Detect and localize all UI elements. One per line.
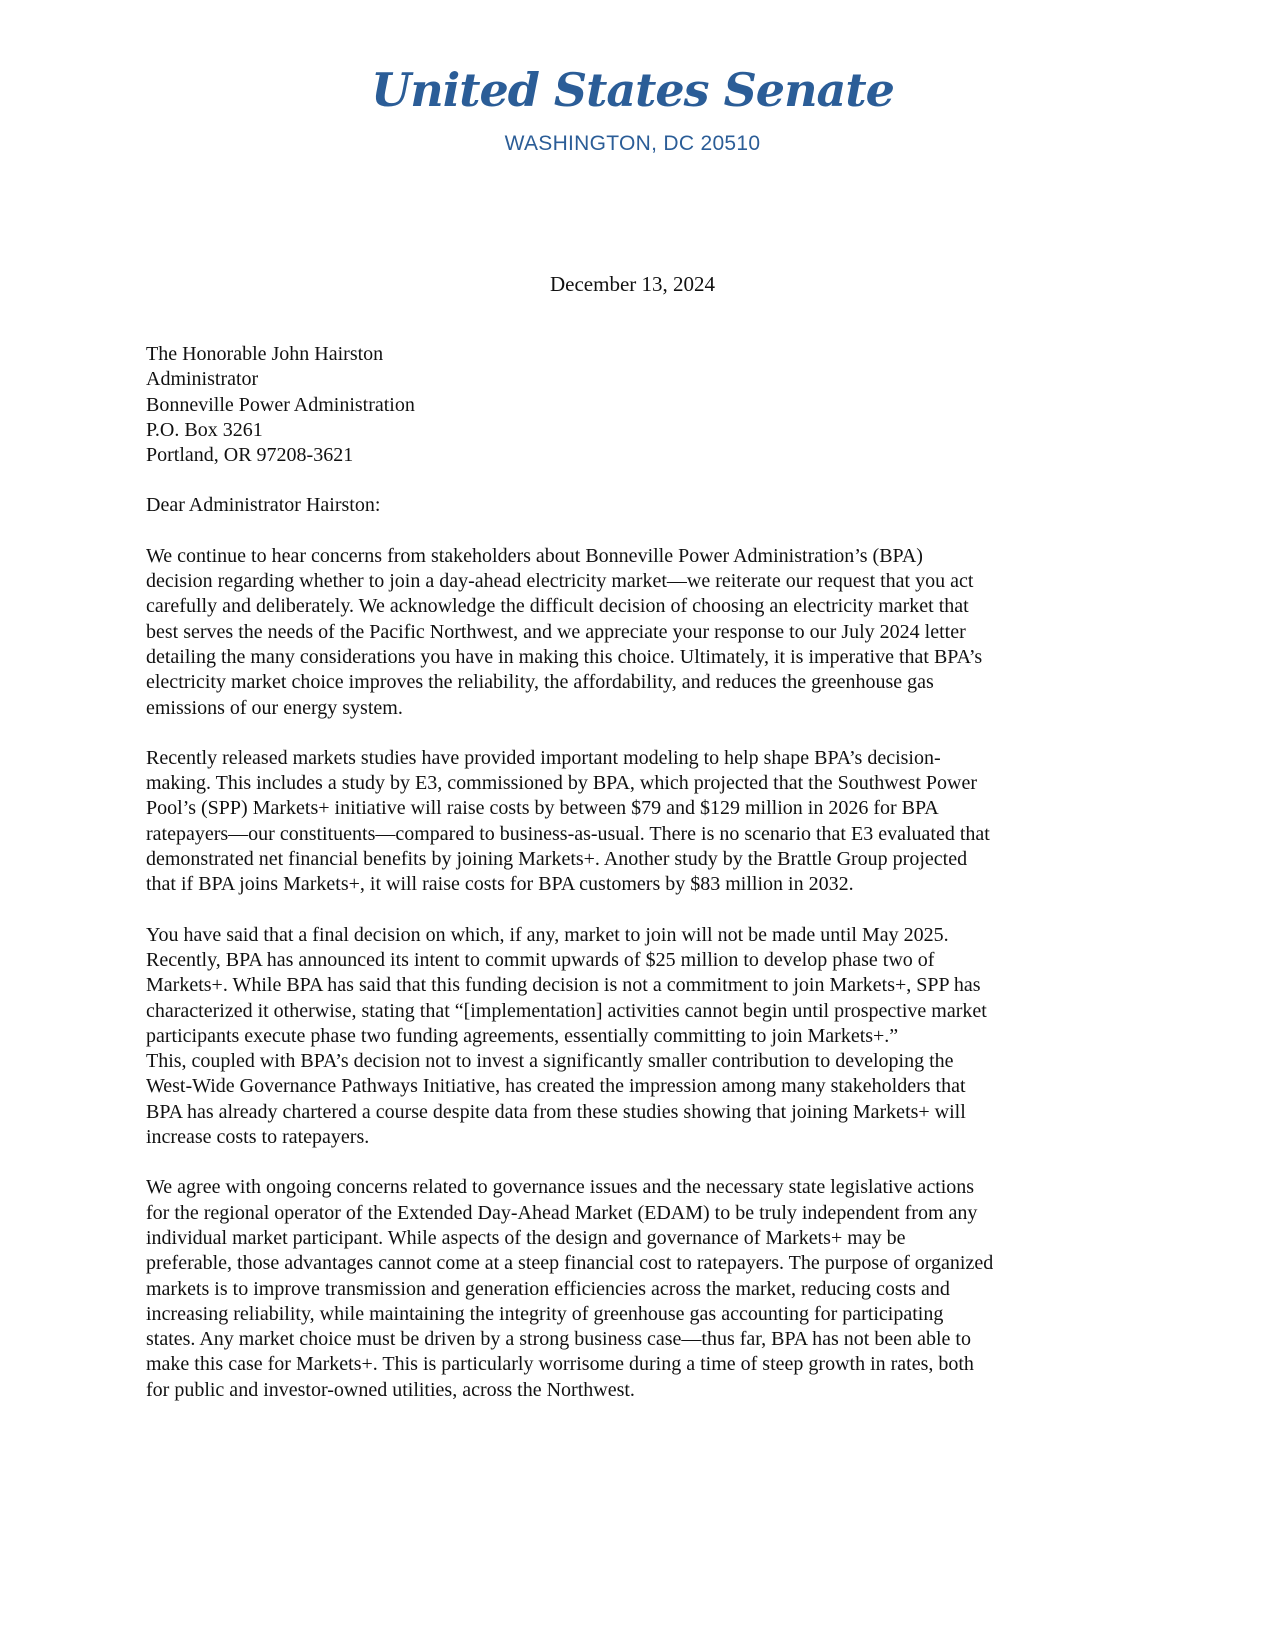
paragraph-line: decision regarding whether to join a day-ahead electricity market—we reiterate our request that you act <box>146 570 974 593</box>
paragraph-line: increase costs to ratepayers. <box>146 1126 370 1149</box>
paragraph-line: markets is to improve transmission and generation efficiencies across the market, reducing costs and <box>146 1277 950 1300</box>
body-paragraph <box>146 1175 1126 1403</box>
paragraph-line: ratepayers—our constituents—compared to business-as-usual. There is no scenario that E3 evaluated that <box>146 822 990 845</box>
paragraph-line: states. Any market choice must be driven by a strong business case—thus far, BPA has not been able to <box>146 1328 971 1351</box>
paragraphs <box>146 544 1126 1403</box>
paragraph-line: We continue to hear concerns from stakeholders about Bonneville Power Administration’s (BPA) <box>146 544 923 567</box>
letterhead-city: WASHINGTON, DC 20510 <box>504 132 761 155</box>
paragraph-line: individual market participant. While aspects of the design and governance of Markets+ may be <box>146 1226 906 1249</box>
paragraph-line: that if BPA joins Markets+, it will raise costs for BPA customers by $83 million in 2032. <box>146 873 854 896</box>
address-line: The Honorable John Hairston <box>146 343 384 365</box>
paragraph-line: We agree with ongoing concerns related to governance issues and the necessary state legislative actions <box>146 1176 975 1199</box>
paragraph-line: electricity market choice improves the reliability, the affordability, and reduces the greenhouse gas <box>146 671 934 694</box>
paragraph-line: You have said that a final decision on which, if any, market to join will not be made until May 2025. <box>146 923 949 946</box>
paragraph-line: for public and investor-owned utilities, across the Northwest. <box>146 1378 635 1401</box>
paragraph-line: make this case for Markets+. This is particularly worrisome during a time of steep growth in rates, both <box>146 1353 974 1376</box>
paragraph-line: Pool’s (SPP) Markets+ initiative will raise costs by between $79 and $129 million in 2026 for BPA <box>146 797 939 820</box>
body-paragraph <box>146 746 1126 898</box>
letter-body <box>146 342 1126 1428</box>
paragraph-line: carefully and deliberately. We acknowledge the difficult decision of choosing an electricity market that <box>146 595 969 618</box>
paragraph-line: emissions of our energy system. <box>146 696 403 719</box>
address-line: P.O. Box 3261 <box>146 418 263 441</box>
paragraph-line: BPA has already chartered a course despite data from these studies showing that joining Markets+ will <box>146 1100 966 1123</box>
paragraph-line: characterized it otherwise, stating that “[implementation] activities cannot begin until prospective market <box>146 999 987 1022</box>
body-paragraph <box>146 544 1126 721</box>
address-line: Administrator <box>146 368 259 391</box>
paragraph-line: Markets+. While BPA has said that this funding decision is not a commitment to join Markets+, SPP has <box>146 974 981 997</box>
paragraph-line: West-Wide Governance Pathways Initiative, has created the impression among many stakeholders that <box>146 1075 966 1098</box>
recipient-address <box>146 342 1126 468</box>
paragraph-line: demonstrated net financial benefits by joining Markets+. Another study by the Brattle Group projected <box>146 848 968 871</box>
paragraph-line: participants execute phase two funding agreements, essentially committing to join Markets+.” <box>146 1024 899 1047</box>
paragraph-line: Recently, BPA has announced its intent to commit upwards of $25 million to develop phase two of <box>146 948 935 971</box>
body-paragraph <box>146 923 1126 1151</box>
paragraph-line: preferable, those advantages cannot come at a steep financial cost to ratepayers. The purpose of organized <box>146 1252 994 1275</box>
paragraph-line: increasing reliability, while maintaining the integrity of greenhouse gas accounting for participating <box>146 1302 944 1325</box>
senate-logo-title: United States Senate <box>371 63 894 117</box>
letter-date: December 13, 2024 <box>549 272 716 296</box>
salutation: Dear Administrator Hairston: <box>146 494 381 517</box>
paragraph-line: detailing the many considerations you have in making this choice. Ultimately, it is imperative that BPA’s <box>146 645 983 668</box>
paragraph-line: for the regional operator of the Extended Day-Ahead Market (EDAM) to be truly independent from any <box>146 1201 978 1224</box>
address-line: Portland, OR 97208-3621 <box>146 444 354 467</box>
paragraph-line: making. This includes a study by E3, commissioned by BPA, which projected that the Southwest Power <box>146 772 978 795</box>
paragraph-line: This, coupled with BPA’s decision not to invest a significantly smaller contribution to developing the <box>146 1050 954 1073</box>
paragraph-line: best serves the needs of the Pacific Northwest, and we appreciate your response to our July 2024 letter <box>146 620 966 643</box>
address-line: Bonneville Power Administration <box>146 393 415 416</box>
paragraph-line: Recently released markets studies have provided important modeling to help shape BPA’s decision- <box>146 746 941 769</box>
letterhead <box>0 62 1265 156</box>
